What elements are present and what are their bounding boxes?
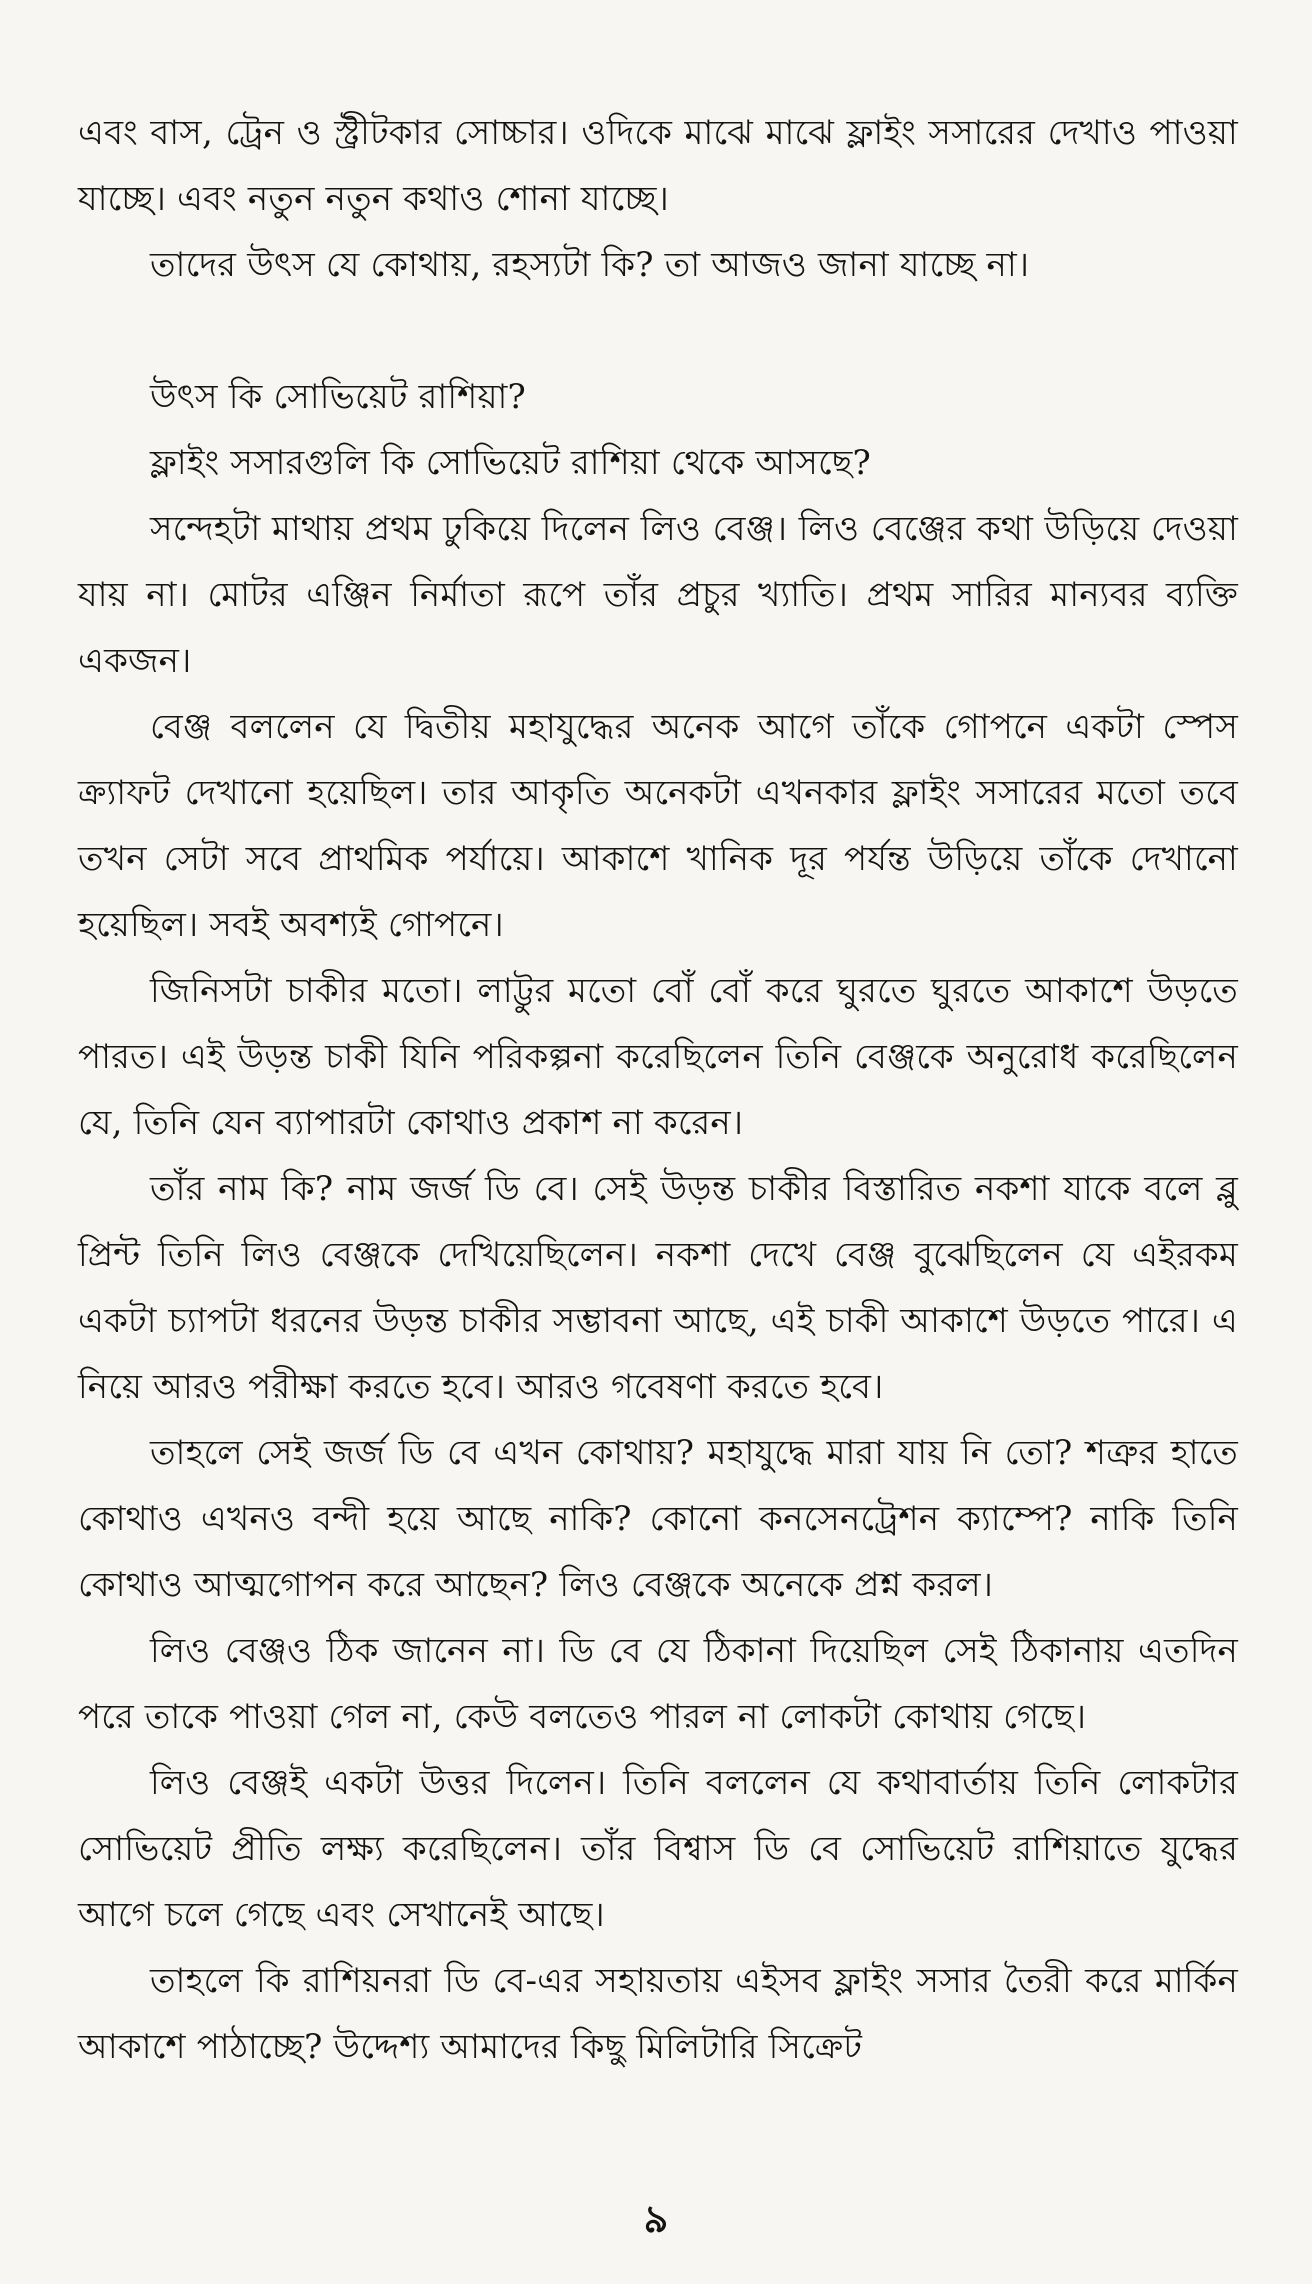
body-text bbox=[78, 100, 1238, 2080]
paragraph-4: ফ্লাইং সসারগুলি কি সোভিয়েট রাশিয়া থেকে আসছে? bbox=[150, 443, 871, 483]
paragraph-1: এবং বাস, ট্রেন ও স্ট্রীটকার সোচ্চার। ওদিকে মাঝে মাঝে ফ্লাইং সসারের দেখাও পাওয়া যাচ্ছে। এবং নতুন নতুন কথাও শোনা যাচ্ছে। bbox=[78, 113, 1238, 219]
paragraph-2: তাদের উৎস যে কোথায়, রহস্যটা কি? তা আজও জানা যাচ্ছে না। bbox=[150, 245, 1030, 285]
paragraph-5: সন্দেহটা মাথায় প্রথম ঢুকিয়ে দিলেন লিও বেঞ্জ। লিও বেঞ্জের কথা উড়িয়ে দেওয়া যায় না। মোটর এঞ্জিন নির্মাতা রূপে তাঁর প্রচুর খ্যাতি। প্রথম সারির মান্যবর ব্যক্তি একজন। bbox=[78, 509, 1238, 681]
paragraph-8: তাঁর নাম কি? নাম জর্জ ডি বে। সেই উড়ন্ত চাকীর বিস্তারিত নকশা যাকে বলে ব্লু প্রিন্ট তিনি লিও বেঞ্জকে দেখিয়েছিলেন। নকশা দেখে বেঞ্জ বুঝেছিলেন যে এইরকম একটা চ্যাপটা ধরনের উড়ন্ত চাকীর সম্ভাবনা আছে, এই চাকী আকাশে উড়তে পারে। এ নিয়ে আরও পরীক্ষা করতে হবে। আরও গবেষণা করতে হবে। bbox=[78, 1169, 1238, 1407]
paragraph-11: লিও বেঞ্জই একটা উত্তর দিলেন। তিনি বললেন যে কথাবার্তায় তিনি লোকটার সোভিয়েট প্রীতি লক্ষ্য করেছিলেন। তাঁর বিশ্বাস ডি বে সোভিয়েট রাশিয়াতে যুদ্ধের আগে চলে গেছে এবং সেখানেই আছে। bbox=[78, 1763, 1238, 1935]
page-number: ৯ bbox=[643, 2196, 669, 2241]
paragraph-12: তাহলে কি রাশিয়নরা ডি বে-এর সহায়তায় এইসব ফ্লাইং সসার তৈরী করে মার্কিন আকাশে পাঠাচ্ছে? উদ্দেশ্য আমাদের কিছু মিলিটারি সিক্রেট bbox=[78, 1961, 1238, 2067]
paragraph-7: জিনিসটা চাকীর মতো। লাট্টুর মতো বোঁ বোঁ করে ঘুরতে ঘুরতে আকাশে উড়তে পারত। এই উড়ন্ত চাকী যিনি পরিকল্পনা করেছিলেন তিনি বেঞ্জকে অনুরোধ করেছিলেন যে, তিনি যেন ব্যাপারটা কোথাও প্রকাশ না করেন। bbox=[78, 971, 1238, 1143]
paragraph-6: বেঞ্জ বললেন যে দ্বিতীয় মহাযুদ্ধের অনেক আগে তাঁকে গোপনে একটা স্পেস ক্র্যাফট দেখানো হয়েছিল। তার আকৃতি অনেকটা এখনকার ফ্লাইং সসারের মতো তবে তখন সেটা সবে প্রাথমিক পর্যায়ে। আকাশে খানিক দূর পর্যন্ত উড়িয়ে তাঁকে দেখানো হয়েছিল। সবই অবশ্যই গোপনে। bbox=[78, 707, 1238, 945]
paragraph-9: তাহলে সেই জর্জ ডি বে এখন কোথায়? মহাযুদ্ধে মারা যায় নি তো? শত্রুর হাতে কোথাও এখনও বন্দী হয়ে আছে নাকি? কোনো কনসেনট্রেশন ক্যাম্পে? নাকি তিনি কোথাও আত্মগোপন করে আছেন? লিও বেঞ্জকে অনেকে প্রশ্ন করল। bbox=[78, 1433, 1238, 1605]
paragraph-3: উৎস কি সোভিয়েট রাশিয়া? bbox=[150, 377, 526, 417]
paragraph-10: লিও বেঞ্জও ঠিক জানেন না। ডি বে যে ঠিকানা দিয়েছিল সেই ঠিকানায় এতদিন পরে তাকে পাওয়া গেল না, কেউ বলতেও পারল না লোকটা কোথায় গেছে। bbox=[78, 1631, 1238, 1737]
